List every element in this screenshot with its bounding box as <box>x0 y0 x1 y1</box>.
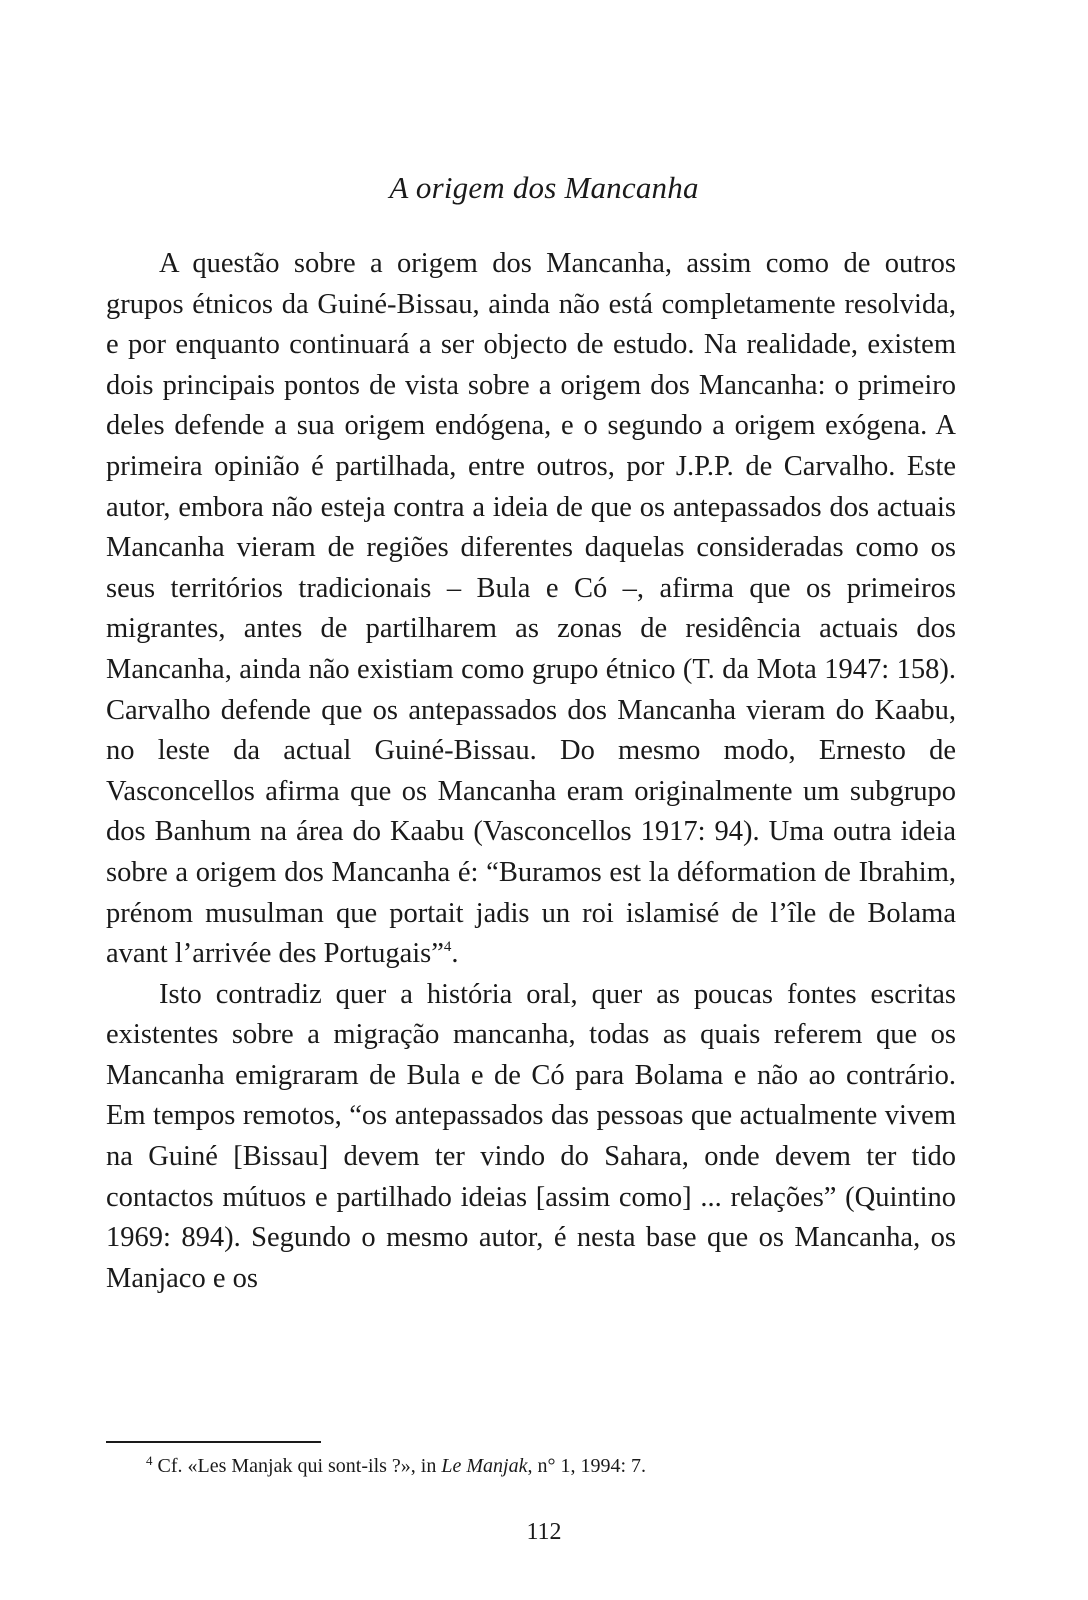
body-text <box>106 244 956 1299</box>
footnote-divider <box>106 1441 321 1443</box>
footnote-prefix: Cf. «Les Manjak qui sont-ils ?», in <box>157 1455 442 1477</box>
footnote-suffix: , n° 1, 1994: 7. <box>527 1455 647 1477</box>
footnote-number: 4 <box>146 1453 153 1468</box>
footnote-reference[interactable]: 4 <box>443 939 452 956</box>
paragraph-trailing-punctuation: . <box>451 938 459 970</box>
footnote <box>146 1452 946 1480</box>
footnote-journal-title: Le Manjak <box>441 1455 528 1477</box>
paragraph <box>106 244 956 975</box>
paragraph <box>106 975 956 1300</box>
paragraph-text: A questão sobre a origem dos Mancanha, assim como de outros grupos étnicos da Guiné-Bissau, ainda não está completamente resolvida, e por enquanto continuará a ser objecto de estudo. Na realidade, existem dois principais pontos de vista sobre a origem dos Mancanha: o primeiro deles defende a sua origem endógena, e o segundo a origem exógena. A primeira opinião é partilhada, entre outros, por J.P.P. de Carvalho. Este autor, embora não esteja contra a ideia de que os antepassados dos actuais Mancanha vieram de regiões diferentes daquelas consideradas como os seus territórios tradicionais – Bula e Có –, afirma que os primeiros migrantes, antes de partilharem as zonas de residência actuais dos Mancanha, ainda não existiam como grupo étnico (T. da Mota 1947: 158). Carvalho defende que os antepassados dos Mancanha vieram do Kaabu, no leste da actual Guiné-Bissau. Do mesmo modo, Ernesto de Vasconcellos afirma que os Mancanha eram originalmente um subgrupo dos Banhum na área do Kaabu (Vasconcellos 1917: 94). Uma outra ideia sobre a origem dos Mancanha é: “Buramos est la déformation de Ibrahim, prénom musulman que portait jadis un roi islamisé de l’île de Bolama avant l’arrivée des Portugais” <box>106 248 956 970</box>
section-title: A origem dos Mancanha <box>389 170 699 205</box>
paragraph-text: Isto contradiz quer a história oral, quer as poucas fontes escritas existentes sobre a migração mancanha, todas as quais referem que os Mancanha emigraram de Bula e de Có para Bolama e não ao contrário. Em tempos remotos, “os antepassados das pessoas que actualmente vivem na Guiné [Bissau] devem ter vindo do Sahara, onde devem ter tido contactos mútuos e partilhado ideias [assim como] ... relações” (Quintino 1969: 894). Segundo o mesmo autor, é nesta base que os Mancanha, os Manjaco e os <box>106 978 956 1294</box>
page-number: 112 <box>526 1519 562 1545</box>
